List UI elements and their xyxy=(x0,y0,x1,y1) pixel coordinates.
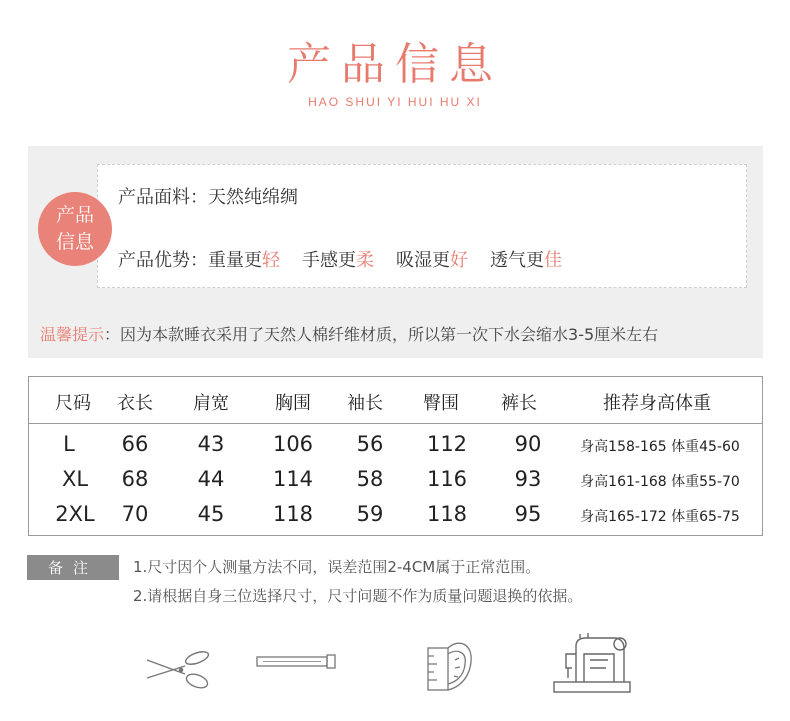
cell-sleeve: 56 xyxy=(356,432,384,456)
tip-text: ：因为本款睡衣采用了天然人棉纤维材质，所以第一次下水会缩水3-5厘米左右 xyxy=(104,325,659,344)
advantage-item: 透气更佳 xyxy=(490,250,562,271)
table-row xyxy=(29,502,762,536)
cell-recommend: 身高158-165 体重45-60 xyxy=(580,439,740,455)
cell-shoulder: 44 xyxy=(197,467,225,491)
header-recommend: 推荐身高体重 xyxy=(603,393,711,414)
badge-label: 产品信息 xyxy=(55,204,94,253)
tape-measure-icon xyxy=(425,632,475,694)
cell-hip: 112 xyxy=(426,432,468,456)
advantage-item: 重量更轻 xyxy=(208,250,280,271)
cell-pants-length: 95 xyxy=(514,502,542,526)
notes-label: 备注 xyxy=(27,555,119,580)
cell-length: 68 xyxy=(121,467,149,491)
cell-recommend: 身高161-168 体重55-70 xyxy=(580,474,740,490)
sewing-machine-icon xyxy=(548,632,638,694)
cell-pants-length: 93 xyxy=(514,467,542,491)
cell-size: 2XL xyxy=(55,502,95,526)
cell-length: 66 xyxy=(121,432,149,456)
header-chest: 胸围 xyxy=(275,393,311,414)
fabric-line: 产品面料：天然纯绵绸 xyxy=(118,187,298,208)
cell-chest: 118 xyxy=(272,502,314,526)
header-sleeve: 袖长 xyxy=(347,393,383,414)
cell-chest: 106 xyxy=(272,432,314,456)
table-header xyxy=(29,377,762,424)
page-title: 产品信息 xyxy=(287,39,503,90)
cell-sleeve: 58 xyxy=(356,467,384,491)
note-item: 2.请根据自身三位选择尺寸，尺寸问题不作为质量问题退换的依据。 xyxy=(133,587,583,605)
advantages-prefix: 产品优势： xyxy=(118,250,208,271)
cell-pants-length: 90 xyxy=(514,432,542,456)
note-item: 1.尺寸因个人测量方法不同，误差范围2-4CM属于正常范围。 xyxy=(133,558,541,576)
care-tip xyxy=(40,322,658,345)
advantages-line xyxy=(118,246,562,272)
cell-shoulder: 43 xyxy=(197,432,225,456)
size-table xyxy=(28,376,763,536)
advantage-item: 手感更柔 xyxy=(302,250,374,271)
scissors-icon xyxy=(145,648,215,690)
header-hip: 臀围 xyxy=(423,393,459,414)
header-shoulder: 肩宽 xyxy=(193,393,229,414)
advantage-item: 吸湿更好 xyxy=(396,250,468,271)
ruler-icon xyxy=(255,652,337,672)
table-row xyxy=(29,432,762,466)
table-row xyxy=(29,467,762,501)
cell-shoulder: 45 xyxy=(197,502,225,526)
product-info-badge xyxy=(38,192,112,266)
cell-length: 70 xyxy=(121,502,149,526)
cell-hip: 118 xyxy=(426,502,468,526)
cell-size: XL xyxy=(61,467,89,491)
cell-recommend: 身高165-172 体重65-75 xyxy=(580,509,740,525)
cell-hip: 116 xyxy=(426,467,468,491)
tip-label: 温馨提示 xyxy=(40,325,105,344)
header-size: 尺码 xyxy=(55,393,91,414)
cell-size: L xyxy=(63,432,75,456)
cell-chest: 114 xyxy=(272,467,314,491)
header-length: 衣长 xyxy=(117,393,153,414)
page-subtitle: HAO SHUI YI HUI HU XI xyxy=(308,95,482,109)
header-pants-length: 裤长 xyxy=(501,393,537,414)
cell-sleeve: 59 xyxy=(356,502,384,526)
